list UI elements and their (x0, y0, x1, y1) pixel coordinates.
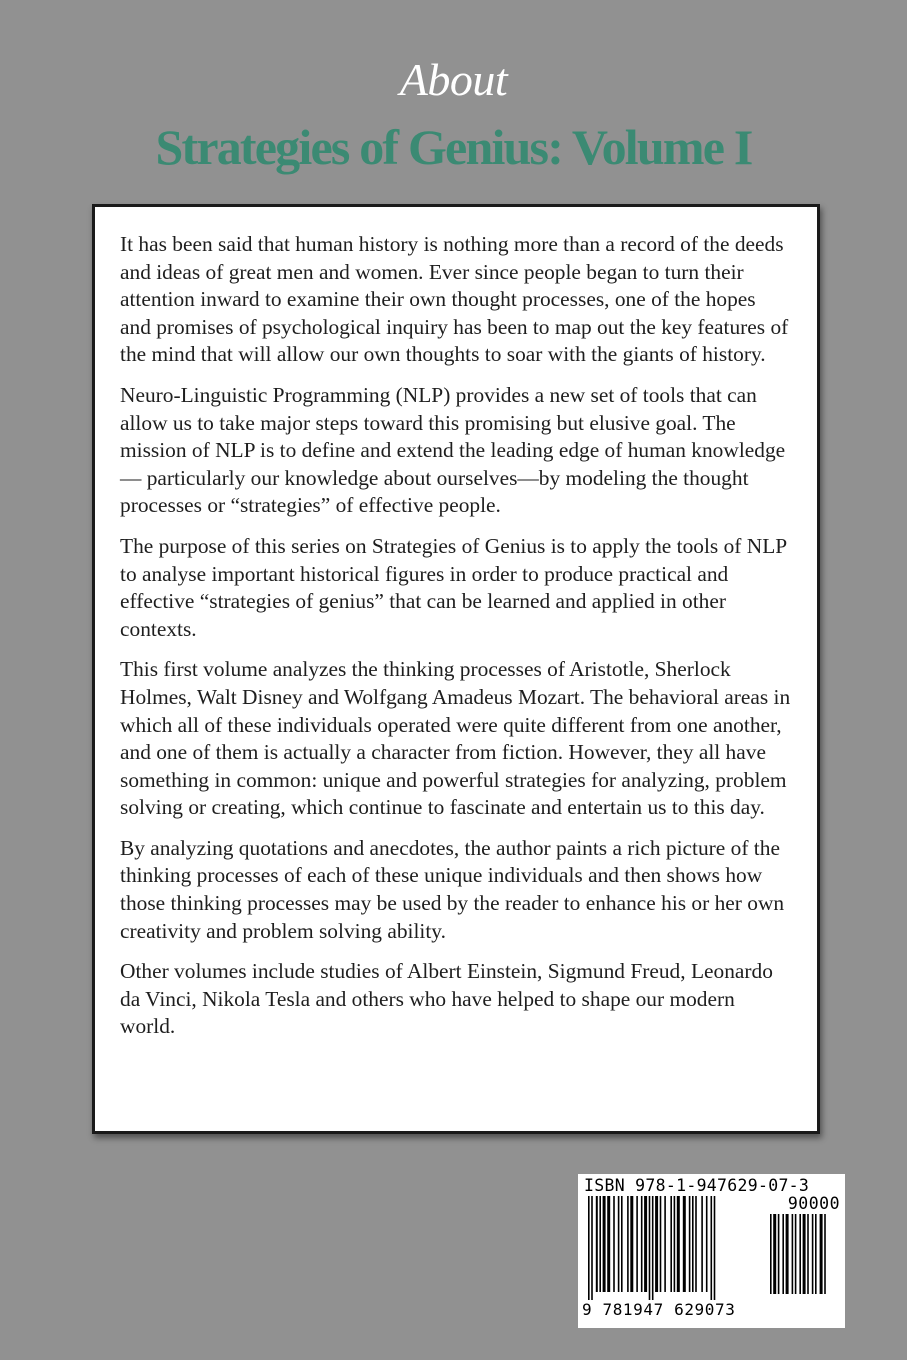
barcode-bar (588, 1196, 590, 1300)
barcode-bar (803, 1214, 806, 1294)
barcode-bar (630, 1196, 633, 1292)
barcode-bar (599, 1196, 601, 1292)
barcode-bar (689, 1196, 691, 1292)
isbn-label: ISBN 978-1-947629-07-3 (584, 1176, 810, 1195)
barcode-bar (674, 1196, 676, 1292)
description-paragraph-4: This first volume analyzes the thinking processes of Aristotle, Sherlock Holmes, Walt Disney and Wolfgang Amadeus Mozart. The behavioral areas in which all of these individuals operated were quite different from one another, and one of them is actually a character from fiction. However, they all have something in common: unique and powerful strategies for analyzing, problem solving or creating, which continue to fascinate and entertain us to this day. (120, 657, 791, 820)
barcode-bar (706, 1196, 708, 1292)
barcode-bar (795, 1214, 797, 1294)
barcode-bar (792, 1214, 794, 1294)
barcode-bar (799, 1214, 801, 1294)
barcode-bar (807, 1214, 809, 1294)
description-paragraph-2: Neuro-Linguistic Programming (NLP) provides a new set of tools that can allow us to take major steps toward this promising but elusive goal. The mission of NLP is to define and extend the leading edge of human knowledge— particularly our knowledge about ourselves—by modeling the thought processes or “strategies” of effective people. (120, 382, 786, 518)
barcode-bar (770, 1214, 772, 1294)
barcode-panel (578, 1174, 845, 1328)
barcode-bar (812, 1214, 814, 1294)
barcode-bar (773, 1214, 776, 1294)
header-about: About (399, 54, 508, 105)
barcode-bar (664, 1196, 666, 1292)
barcode-bar (627, 1196, 629, 1292)
barcode-bar (778, 1214, 780, 1294)
barcode-bar (649, 1196, 651, 1300)
barcode-bar (618, 1196, 620, 1292)
barcode-bar (660, 1196, 662, 1292)
price-barcode (770, 1214, 840, 1294)
barcode-bar (591, 1196, 593, 1300)
isbn-barcode (588, 1196, 764, 1300)
barcode-bar (820, 1214, 823, 1294)
barcode-bar (644, 1196, 647, 1292)
barcode-bar (670, 1196, 672, 1292)
description-paragraph-6: Other volumes include studies of Albert Einstein, Sigmund Freud, Leonardo da Vinci, Nikola Tesla and others who have helped to shape our modern world. (120, 959, 773, 1039)
barcode-bar (701, 1196, 703, 1292)
barcode-bar (621, 1196, 623, 1292)
barcode-bar (607, 1196, 610, 1292)
barcode-digits: 9 781947 629073 (582, 1300, 736, 1319)
barcode-bar (641, 1196, 643, 1292)
barcode-bar (692, 1196, 694, 1292)
barcode-bar (824, 1214, 826, 1294)
barcode-bar (782, 1214, 784, 1294)
barcode-bar (711, 1196, 713, 1300)
barcode-bar (683, 1196, 686, 1292)
barcode-bar (636, 1196, 638, 1292)
barcode-bar (714, 1196, 716, 1300)
description-paragraph-1: It has been said that human history is nothing more than a record of the deeds and ideas of great men and women. Ever since people began to turn their attention inward to examine their own thought processes, one of the hopes and promises of psychological inquiry has been to map out the key features of the mind that will allow our own thoughts to soar with the giants of history. (120, 232, 789, 367)
barcode-bar (695, 1196, 697, 1292)
barcode-bar (677, 1196, 680, 1292)
barcode-bar (815, 1214, 817, 1294)
barcode-bar (603, 1196, 606, 1292)
barcode-bar (613, 1196, 615, 1292)
barcode-bar (596, 1196, 598, 1292)
barcode-bar (652, 1196, 654, 1300)
barcode-bar (655, 1196, 658, 1292)
barcode-bar (786, 1214, 789, 1294)
description-box (92, 204, 820, 1134)
description-paragraph-3: The purpose of this series on Strategies of Genius is to apply the tools of NLP to analyse important historical figures in order to produce practical and effective “strategies of genius” that can be learned and applied in other contexts. (120, 533, 787, 641)
price-code: 90000 (787, 1194, 840, 1213)
description-paragraph-5: By analyzing quotations and anecdotes, the author paints a rich picture of the thinking processes of each of these unique individuals and then shows how those thinking processes may be used by the reader to enhance his or her own creativity and problem solving ability. (120, 835, 785, 943)
book-title: Strategies of Genius: Volume I (155, 119, 752, 175)
